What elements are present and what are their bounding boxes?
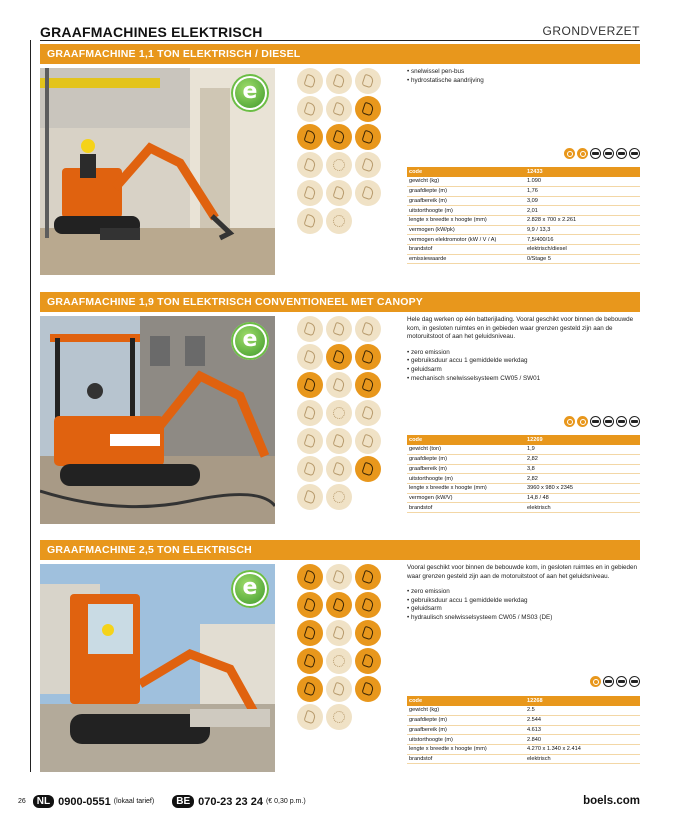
attachment-icon xyxy=(355,400,381,426)
intro-text: Hele dag werken op één batterijlading. Vooral geschikt voor binnen de bebouwde kom, in gesloten ruimtes en in gebieden waar grenzen gesteld zijn aan de motoruitstoot of aan het geluidsniveau. xyxy=(407,316,634,341)
attachment-icon xyxy=(326,152,352,178)
attachment-icon xyxy=(297,400,323,426)
table-row: lengte x breedte x hoogte (mm) 2.828 x 700 x 2.261 xyxy=(407,215,640,225)
attachment-icon xyxy=(355,592,381,618)
table-row: vermogen (kW/V) 14,8 / 48 xyxy=(407,493,640,503)
attachment-icon xyxy=(297,208,323,234)
table-row: emissiewaarde 0/Stage 5 xyxy=(407,254,640,264)
attachment-icon xyxy=(326,344,352,370)
property-icon xyxy=(564,148,575,159)
electric-badge: e xyxy=(231,570,269,608)
page-title: GRAAFMACHINES ELEKTRISCH xyxy=(40,24,263,40)
attachment-icon xyxy=(297,704,323,730)
attachment-icon xyxy=(355,344,381,370)
property-icon xyxy=(603,416,614,427)
attachment-icon xyxy=(297,316,323,342)
attachment-icon xyxy=(355,372,381,398)
electric-badge: e xyxy=(231,74,269,112)
attachment-icon xyxy=(326,704,352,730)
table-row: gewicht (ton) 1,9 xyxy=(407,445,640,455)
section-title: GRAAFMACHINE 1,1 TON ELEKTRISCH / DIESEL xyxy=(40,44,640,64)
table-row: lengte x breedte x hoogte (mm) 3960 x 980 x 2345 xyxy=(407,483,640,493)
table-row: graafbereik (m) 3,09 xyxy=(407,196,640,206)
attachment-icon xyxy=(326,428,352,454)
attachment-icon xyxy=(355,68,381,94)
property-icon xyxy=(616,416,627,427)
spec-table xyxy=(407,435,640,513)
table-row: brandstof elektrisch xyxy=(407,503,640,513)
table-row: vermogen (kW/pk) 9,9 / 13,3 xyxy=(407,225,640,235)
website-link[interactable]: boels.com xyxy=(583,795,640,807)
phone-be-note: (€ 0,30 p.m.) xyxy=(265,798,306,805)
list-item: • hydrostatische aandrijving xyxy=(407,77,640,86)
table-row: graafbereik (m) 4.613 xyxy=(407,725,640,735)
product-photo xyxy=(40,68,275,275)
spec-table xyxy=(407,167,640,264)
attachment-icon xyxy=(326,124,352,150)
property-icon xyxy=(590,148,601,159)
attachment-icon xyxy=(297,564,323,590)
product-section xyxy=(40,44,640,263)
table-row: brandstof elektrisch/diesel xyxy=(407,245,640,255)
table-row: brandstof elektrisch xyxy=(407,754,640,764)
attachment-icon xyxy=(326,372,352,398)
product-section xyxy=(40,540,640,762)
feature-list xyxy=(407,68,640,85)
product-description xyxy=(407,564,640,623)
page-number: 26 xyxy=(18,798,26,805)
list-item: • zero emission xyxy=(407,349,640,358)
attachment-icons xyxy=(297,68,381,234)
attachment-icon xyxy=(355,316,381,342)
attachment-icon xyxy=(326,592,352,618)
table-row: vermogen elektromotor (kW / V / A) 7,5/400/16 xyxy=(407,235,640,245)
attachment-icon xyxy=(297,456,323,482)
section-title: GRAAFMACHINE 2,5 TON ELEKTRISCH xyxy=(40,540,640,560)
list-item: • zero emission xyxy=(407,588,640,597)
attachment-icon xyxy=(326,96,352,122)
product-description xyxy=(407,68,640,85)
attachment-icon xyxy=(355,124,381,150)
table-row: graafbereik (m) 3,8 xyxy=(407,464,640,474)
attachment-icon xyxy=(355,96,381,122)
spec-table xyxy=(407,696,640,764)
attachment-icon xyxy=(326,180,352,206)
page-category: GRONDVERZET xyxy=(542,24,640,38)
attachment-icon xyxy=(297,484,323,510)
property-icon xyxy=(629,148,640,159)
attachment-icon xyxy=(326,648,352,674)
attachment-icons xyxy=(297,564,381,730)
attachment-icon xyxy=(297,124,323,150)
product-photo xyxy=(40,564,275,772)
footer-contact xyxy=(18,795,306,808)
attachment-icons xyxy=(297,316,381,510)
attachment-icon xyxy=(326,400,352,426)
attachment-icon xyxy=(355,428,381,454)
property-icon xyxy=(577,148,588,159)
header-rule xyxy=(40,40,640,41)
attachment-icon xyxy=(297,96,323,122)
table-row: gewicht (kg) 2.5 xyxy=(407,706,640,716)
phone-be[interactable]: 070-23 23 24 xyxy=(198,795,263,808)
list-item: • snelwissel pen-bus xyxy=(407,68,640,77)
intro-text: Vooral geschikt voor binnen de bebouwde kom, in gesloten ruimtes en in gebieden waar grenzen gesteld zijn aan de motoruitstoot of aan het geluidsniveau. xyxy=(407,564,637,580)
attachment-icon xyxy=(297,344,323,370)
property-icon xyxy=(590,416,601,427)
attachment-icon xyxy=(297,648,323,674)
property-icon xyxy=(616,148,627,159)
property-icon xyxy=(577,416,588,427)
electric-badge: e xyxy=(231,322,269,360)
property-icon xyxy=(629,676,640,687)
country-tag-be: BE xyxy=(172,795,194,808)
attachment-icon xyxy=(326,484,352,510)
attachment-icon xyxy=(355,648,381,674)
property-icon xyxy=(629,416,640,427)
phone-nl[interactable]: 0900-0551 xyxy=(58,795,111,808)
attachment-icon xyxy=(355,564,381,590)
country-tag-nl: NL xyxy=(33,795,54,808)
property-icons xyxy=(564,416,640,427)
attachment-icon xyxy=(297,152,323,178)
attachment-icon xyxy=(326,456,352,482)
attachment-icon xyxy=(297,180,323,206)
list-item: • gebruiksduur accu 1 gemiddelde werkdag xyxy=(407,357,640,366)
phone-nl-note: (lokaal tarief) xyxy=(113,798,155,805)
property-icons xyxy=(564,148,640,159)
attachment-icon xyxy=(355,152,381,178)
attachment-icon xyxy=(355,676,381,702)
table-header-row: code 12269 xyxy=(407,435,640,445)
list-item: • gebruiksduur accu 1 gemiddelde werkdag xyxy=(407,597,640,606)
property-icons xyxy=(590,676,640,687)
attachment-icon xyxy=(326,676,352,702)
attachment-icon xyxy=(297,68,323,94)
table-row: lengte x breedte x hoogte (mm) 4.270 x 1.340 x 2.414 xyxy=(407,744,640,754)
attachment-icon xyxy=(326,564,352,590)
table-header-row: code 12268 xyxy=(407,696,640,706)
attachment-icon xyxy=(326,316,352,342)
feature-list xyxy=(407,588,640,622)
table-row: uitstorthoogte (m) 2.840 xyxy=(407,735,640,745)
attachment-icon xyxy=(297,428,323,454)
table-header-row: code 12433 xyxy=(407,167,640,177)
attachment-icon xyxy=(297,676,323,702)
product-section xyxy=(40,292,640,511)
list-item: • mechanisch snelwisselsysteem CW05 / SW01 xyxy=(407,375,640,384)
property-icon xyxy=(603,148,614,159)
attachment-icon xyxy=(297,592,323,618)
product-photo xyxy=(40,316,275,524)
side-rule xyxy=(30,40,31,772)
table-row: graafdiepte (m) 1,76 xyxy=(407,186,640,196)
property-icon xyxy=(603,676,614,687)
list-item: • hydraulisch snelwisselsysteem CW05 / MS03 (DE) xyxy=(407,614,640,623)
list-item: • geluidsarm xyxy=(407,366,640,375)
table-row: graafdiepte (m) 2.544 xyxy=(407,715,640,725)
attachment-icon xyxy=(297,620,323,646)
property-icon xyxy=(564,416,575,427)
attachment-icon xyxy=(355,180,381,206)
product-description xyxy=(407,316,640,383)
table-row: graafdiepte (m) 2,82 xyxy=(407,454,640,464)
section-title: GRAAFMACHINE 1,9 TON ELEKTRISCH CONVENTIONEEL MET CANOPY xyxy=(40,292,640,312)
attachment-icon xyxy=(355,456,381,482)
feature-list xyxy=(407,349,640,383)
table-row: uitstorthoogte (m) 2,82 xyxy=(407,474,640,484)
attachment-icon xyxy=(326,208,352,234)
attachment-icon xyxy=(326,68,352,94)
table-row: uitstorthoogte (m) 2,01 xyxy=(407,206,640,216)
table-row: gewicht (kg) 1.090 xyxy=(407,177,640,187)
attachment-icon xyxy=(326,620,352,646)
attachment-icon xyxy=(355,620,381,646)
attachment-icon xyxy=(297,372,323,398)
property-icon xyxy=(616,676,627,687)
property-icon xyxy=(590,676,601,687)
list-item: • geluidsarm xyxy=(407,605,640,614)
